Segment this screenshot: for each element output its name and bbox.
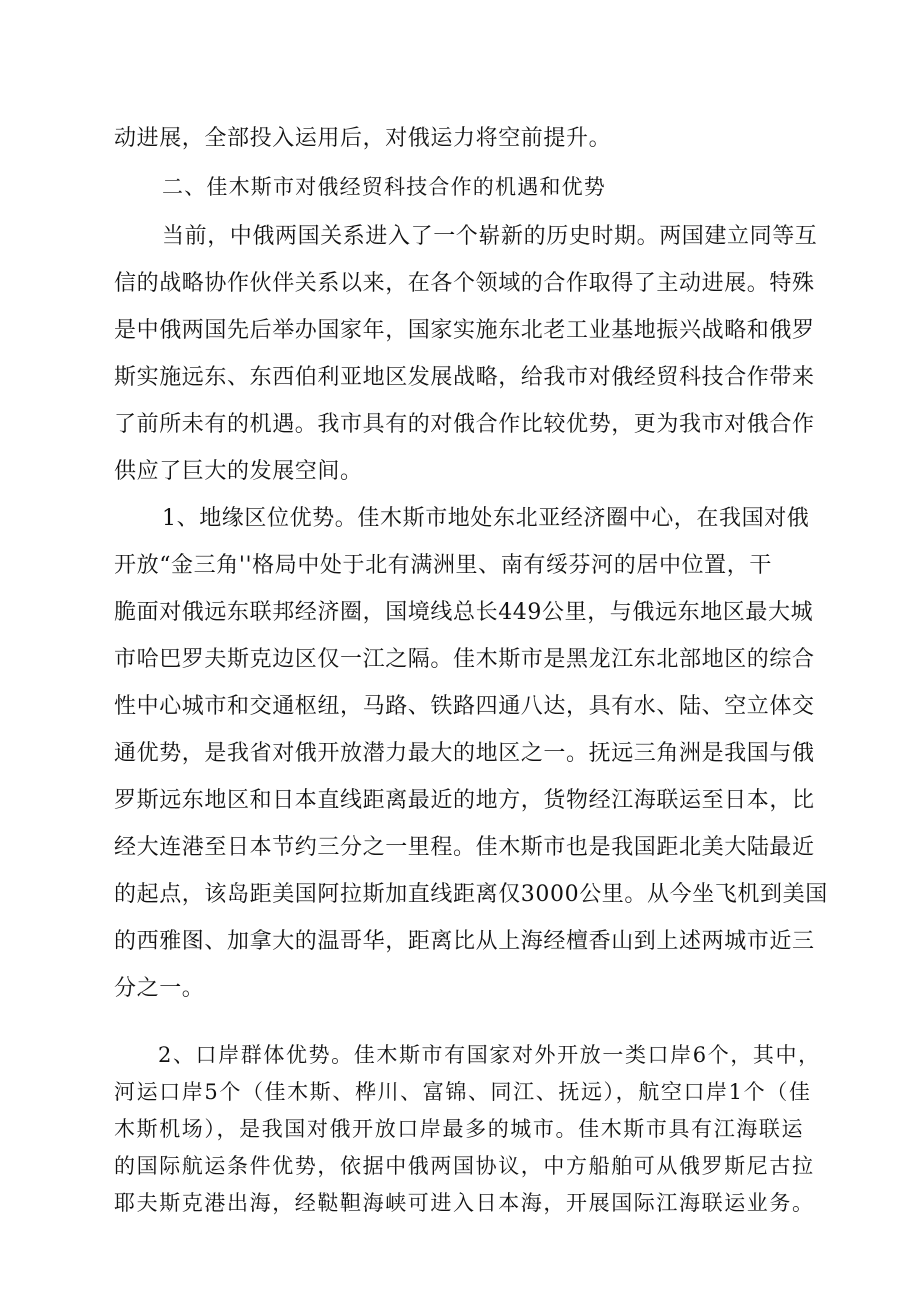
text-line: 罗斯远东地区和日本直线距离最近的地方，货物经江海联运至日本，比	[114, 788, 815, 813]
text-line: 斯实施远东、东西伯利亚地区发展战略，给我市对俄经贸科技合作带来	[114, 365, 815, 390]
text-line: 2、口岸群体优势。佳木斯市有国家对外开放一类口岸6个，其中，	[158, 1043, 821, 1067]
text-line: 的西雅图、加拿大的温哥华，距离比从上海经檀香山到上述两城市近三	[114, 929, 815, 954]
text-line: 当前，中俄两国关系进入了一个崭新的历史时期。两国建立同等互	[162, 224, 818, 249]
section-heading: 二、佳木斯市对俄经贸科技合作的机遇和优势	[162, 175, 606, 199]
text-line: 是中俄两国先后举办国家年，国家实施东北老工业基地振兴战略和俄罗	[114, 318, 815, 343]
text-line: 脆面对俄远东联邦经济圈，国境线总长449公里，与俄远东地区最大城	[114, 600, 814, 625]
text-line: 了前所未有的机遇。我市具有的对俄合作比较优势，更为我市对俄合作	[114, 412, 815, 437]
text-line: 市哈巴罗夫斯克边区仅一江之隔。佳木斯市是黑龙江东北部地区的综合	[114, 647, 815, 672]
text-line: 供应了巨大的发展空间。	[114, 459, 363, 484]
text-line: 耶夫斯克港出海，经鞑靼海峡可进入日本海，开展国际江海联运业务。	[114, 1191, 815, 1215]
text-line: 的起点，该岛距美国阿拉斯加直线距离仅3000公里。从今坐飞机到美国	[114, 882, 828, 907]
text-line: 的国际航运条件优势，依据中俄两国协议，中方船舶可从俄罗斯尼古拉	[114, 1154, 815, 1178]
text-line: 木斯机场），是我国对俄开放口岸最多的城市。佳木斯市具有江海联运	[114, 1117, 805, 1141]
text-line: 1、地缘区位优势。佳木斯市地处东北亚经济圈中心，在我国对俄	[162, 506, 810, 531]
text-line: 性中心城市和交通枢纽，马路、铁路四通八达，具有水、陆、空立体交	[114, 694, 815, 719]
text-line: 河运口岸5个（佳木斯、桦川、富锦、同江、抚远），航空口岸1个（佳	[114, 1080, 812, 1104]
text-line: 经大连港至日本节约三分之一里程。佳木斯市也是我国距北美大陆最近	[114, 835, 815, 860]
text-line: 信的战略协作伙伴关系以来，在各个领域的合作取得了主动进展。特殊	[114, 271, 815, 296]
text-line: 分之一。	[114, 976, 205, 1001]
text-line: 动进展，全部投入运用后，对俄运力将空前提升。	[114, 126, 612, 151]
text-line: 开放“金三角''格局中处于北有满洲里、南有绥芬河的居中位置，干	[114, 553, 772, 578]
text-line: 通优势，是我省对俄开放潜力最大的地区之一。抚远三角洲是我国与俄	[114, 741, 815, 766]
